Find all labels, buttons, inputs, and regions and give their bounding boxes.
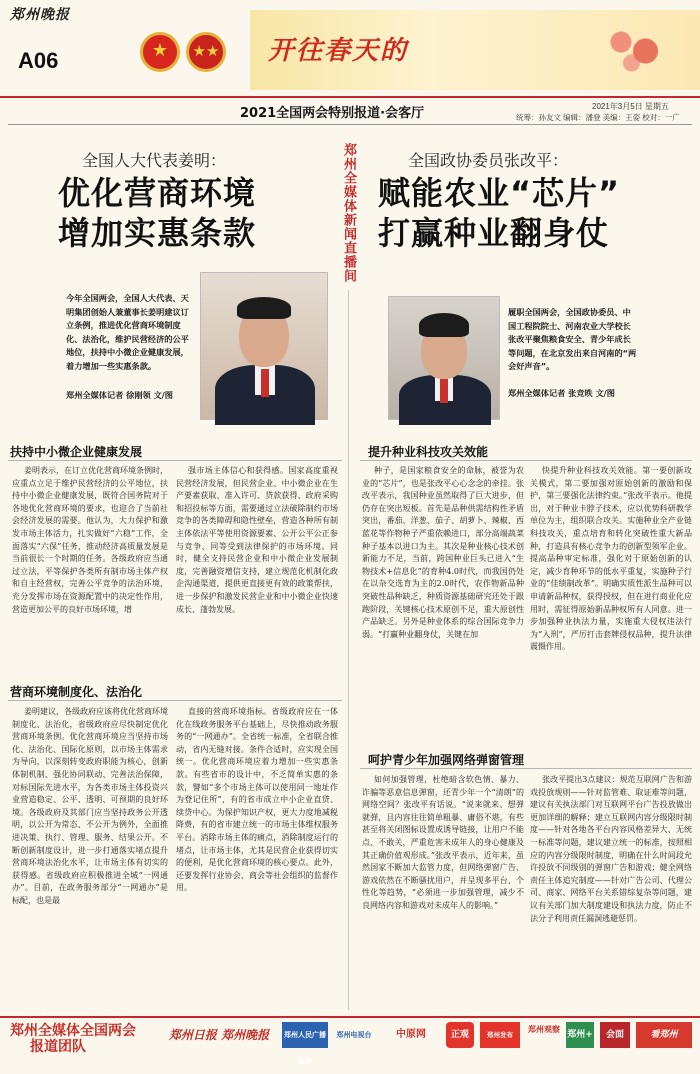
left-byline: 郑州全媒体记者 徐刚领 文/图 (66, 390, 173, 400)
section-title: 2021全国两会特别报道·会客厅 (240, 106, 425, 121)
issue-date: 2021年3月5日 星期五 (592, 102, 669, 111)
subheader-divider (8, 124, 692, 125)
footer-team-line2: 报道团队 (30, 1039, 86, 1055)
column-divider (348, 290, 349, 1010)
right-section2-col2: 张改平提出3点建议：规范互联网广告和游戏投放规则——针对监管难、取证难等问题，建议有关执法部门对互联网平台广告投放做出更加详细的解释；建立互联网内容分级限时制度——针对各地各平台内容风格差异大、无统一标准等问题，建议建立统一的标准，按照相应的内容分级限时制度，明确在什么时间段允许投放不同级别的弹窗广告和游戏；健全网络责任主体追究制度——针对广告公司、代理公司、商家、网络平台关系错综复杂等问题，建议有关部门加大制度建设和执法力度，防止不法分子利用责任漏洞逃避惩罚。 (530, 775, 692, 923)
footer-team-line1: 郑州全媒体全国两会 (10, 1023, 136, 1039)
left-subhead-1: 扶持中小微企业健康发展 (10, 445, 143, 459)
right-section1-col2: 快提升种业科技攻关效能。第一要创新攻关模式，第二要加强对原始创新的激励和保护，第三要强化法律约束。”张改平表示。他提出，对于种业卡脖子技术，应以优势科研教学单位为主，组织联合攻关。实施种业全产业链科技攻关，重点培育和转化突破性重大新品种，打造具有核心竞争力的创新型领军企业。提高品种审定标准，强化对于原始创新的认定，减少育种环节的低水平重复，实施种子行业的“佳绩制改革”。明确实质性派生品种可以申请新品种权，获得授权，但在进行商业化应用时，需征得原始新品种权所有人同意。进一步加强种业执法力量，实施重大侵权违法行为“入刑”，严厉打击套牌侵权品种，提升法律震慑作用。 (530, 466, 692, 652)
right-subhead-2: 呵护青少年加强网络弹窗管理 (368, 753, 525, 767)
cppcc-emblem-icon: ★★ (186, 32, 226, 72)
left-section2-col2: 直接的营商环境指标。省级政府应在一体化在线政务服务平台基础上，尽快推动政务服务的“一网通办”。全省统一标准，全省联合推动，省内无缝对接。条件合适时，应实现全国统一。优化营商环境应着力增加一些实惠条款。有些省市的设计中，不乏简单实惠的条款，譬如“多个市场主体可以使用同一地址作为登记住所”，有的省市成立中小企业直贷、续贷中心。为保护知识产权，更大力度地减税降费，有的省市建立统一的市场主体维权服务平台。消除市场主体的痛点，消除制度运行的堵点，让市场主体，尤其是民营企业获得切实的便利，是优化营商环境的核心要点。此外，还要发挥行业协会、商会等社会组织的监督作用。 (176, 707, 338, 893)
right-byline: 郑州全媒体记者 张竞昳 文/图 (508, 388, 615, 398)
portrait-jiang-ming (200, 272, 328, 420)
logo-radio: 郑州人民广播电台 (282, 1022, 328, 1048)
logo-huimian: 会面 (600, 1022, 630, 1048)
left-section2-col1: 姜明建议，各级政府应该将优化营商环境制度化、法治化，省级政府应尽快制定优化营商环境条例。优化营商环境应当坚持市场化、法治化、国际化原则，以市场主体需求为导向，以深刻转变政府职能为核心，创新体制机制、强化协同联动、完善法治保障，对标国际先进水平，为各类市场主体投资兴业营造稳定、公平、透明、可预期的良好环境。各级政府及其部门应当坚持政务公开透明，以公开为常态、不公开为例外，全面推进决策、执行、管理、服务、结果公开。不断创新制度设计，进一步打通落实堵点提升营商环境法治化水平，让市场主体有切实的获得感。省级政府应积极推进全城“一网通办”。目前，在政务服务部分“一网通办”是标配，也是最 (12, 707, 168, 905)
logo-zhengzhou-plus: 郑州+ (566, 1022, 594, 1048)
right-kicker: 全国政协委员张改平： (408, 151, 569, 170)
logo-tv: 郑州电视台 (336, 1031, 372, 1039)
left-kicker: 全国人大代表姜明： (82, 151, 227, 170)
left-subhead-1-rule (8, 460, 342, 461)
left-headline-line1: 优化营商环境 (58, 174, 257, 212)
logo-zhengzhou-observe: 郑州观察 (528, 1025, 560, 1034)
vertical-column-label: 郑州全媒体新闻直播间 (341, 143, 356, 283)
left-section1-col1: 姜明表示，在订立优化营商环境条例时，应重点立足于维护民营经济的公平地位，扶持中小微企业健康发展，既符合国务院对于各地优化营商环境的要求，也迎合了当前社会经济发展的需要。他认为，大力保护和激发市场主体活力，扎实做好“六稳”工作，全面落实“六保”任务，推动经济高质量发展是当前很长一个时期的任务。各级政府应当通过立法，平等保护各类所有制市场主体产权和自主经营权，完善公平竞争的法治环境，充分发挥市场在资源配置中的决定性作用，营造更加公平的良好市场环境，增 (12, 466, 168, 614)
left-subhead-2-rule (8, 700, 342, 701)
right-headline-line1: 赋能农业“芯片” (378, 174, 621, 212)
banner-title: 开往春天的 (268, 36, 409, 66)
logo-zhengzhou-daily: 郑州日报 郑州晚报 (168, 1028, 270, 1042)
left-headline-line2: 增加实惠条款 (58, 214, 257, 252)
newspaper-brand: 郑州晚报 (10, 8, 70, 23)
right-headline-line2: 打赢种业翻身仗 (378, 214, 610, 252)
banner-calligraphy-art (600, 18, 670, 78)
page-number: A06 (18, 48, 59, 73)
right-section1-col1: 种子，是国家粮食安全的命脉，被誉为农业的“芯片”，也是张改平心心念念的牵挂。张改平表示，我国种业虽然取得了巨大进步，但仍存在突出短板。首先是品种供需结构性矛盾突出，番茄、洋葱、茄子、胡萝卜、辣椒、西蓝花等作物种子严重依赖进口，部分高端蔬菜种子基本以进口为主。其次是种业核心技术创新能力不足，当前，跨国种业巨头已进入“生物技术+信息化”的育种4.0时代，而我国仍处在以杂交选育为主的2.0时代，农作物新品种突破性品种缺乏，种质资源基础研究还处于跟跑阶段，关键核心技术原创不足，重大原创性产品缺乏。另外是种业体系的综合国际竞争力弱。“打赢种业翻身仗，关键在加 (362, 466, 524, 639)
portrait-zhang-gaiping (388, 296, 500, 420)
header-divider (0, 96, 700, 98)
left-intro: 今年全国两会，全国人大代表、天明集团创始人兼董事长姜明建议订立条例，推进优化营商环境制度化、法治化，维护民营经济的公平地位，扶持中小微企业健康发展，着力增加一些实惠条款。 (66, 293, 189, 371)
logo-zhongyuan-net: 中原网 (396, 1029, 426, 1040)
right-subhead-1-rule (360, 460, 692, 461)
editorial-credits: 统筹：孙友文 编辑：潘登 美编：王姿 校对：一广 (516, 113, 680, 122)
footer-divider (0, 1016, 700, 1018)
logo-zhengguan: 正观 (446, 1022, 474, 1048)
right-intro: 履职全国两会，全国政协委员、中国工程院院士、河南农业大学校长张改平聚焦粮食安全、青少年成长等问题，在北京发出来自河南的“两会好声音”。 (508, 307, 637, 371)
right-subhead-1: 提升种业科技攻关效能 (368, 445, 489, 459)
logo-zhengzhou-release: 郑州发布 (480, 1022, 520, 1048)
right-section2-col1: 如何加强管理，杜绝暗含软色情、暴力、诈骗等恶意信息弹窗，还青少年一个“清朗”的网络空间？张改平有话说。“说来就来、想弹就弹，且内容往往简单粗暴、庸俗不堪，有些甚至将关闭图标设置成诱导链接，让用户不能点、不敢关，严重危害未成年人的身心健康及其正确价值观形成。”张改平表示，近年来，虽然国家不断加大监管力度，但网络弹窗广告、游戏依然在不断骚扰用户，并呈现多平台、个性化等趋势，“必须进一步加强管理，减少不良网络内容和游戏对未成年人的影响。” (362, 775, 524, 910)
left-subhead-2: 营商环境制度化、法治化 (10, 685, 143, 699)
national-emblem-icon: ★ (140, 32, 180, 72)
left-section1-col2: 强市场主体信心和获得感。国家高度重视民营经济发展，但民营企业、中小微企业在生产要素获取、准入许可、贷款获得、政府采购和招投标等方面，需要通过立法破除制约市场竞争的各类障碍和隐性壁垒，营造各种所有制主体依法平等使用资源要素、公开公平公正参与竞争、同等受到法律保护的市场环境。同时，健全支持民营企业和中小微企业发展制度，完善融资增信支持，建立规范化机制化政企沟通渠道，提供更直接更有效的政策帮扶，进一步保护和激发民营企业和中小微企业快速成长、蓬勃发展。 (176, 466, 338, 614)
logo-kan-zhengzhou: 看郑州 (636, 1022, 692, 1048)
right-subhead-2-rule (360, 768, 692, 769)
